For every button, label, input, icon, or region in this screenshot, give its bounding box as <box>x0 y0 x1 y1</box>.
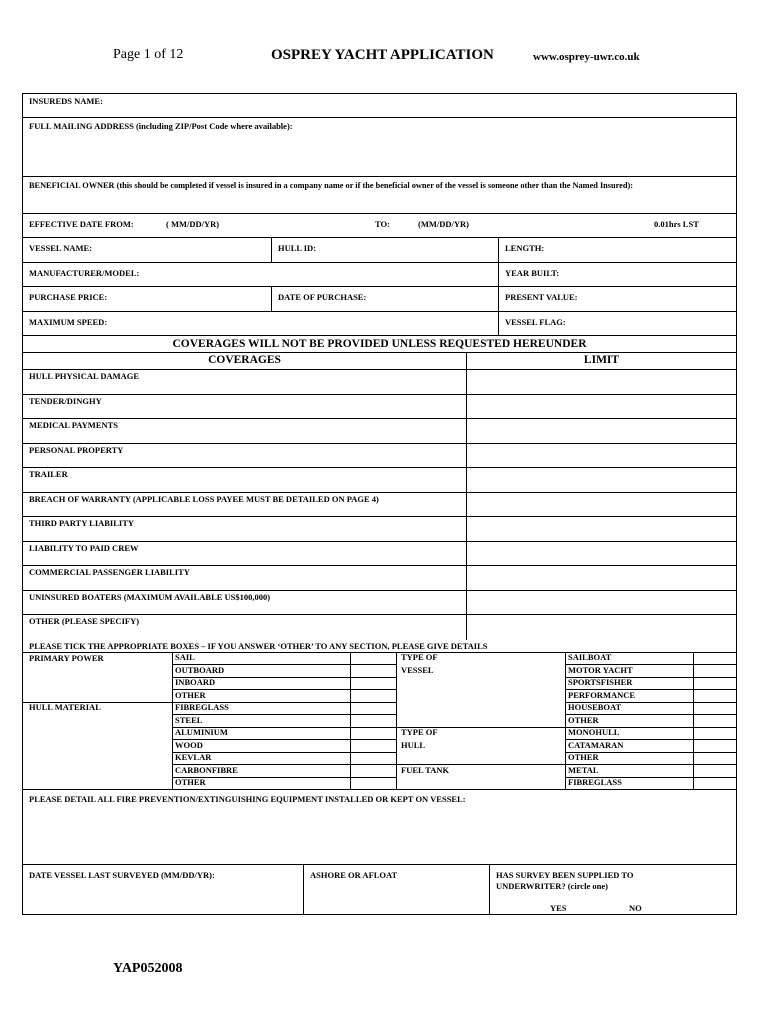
option-label: CARBONFIBRE <box>175 764 238 775</box>
maximum-speed-field[interactable]: MAXIMUM SPEED: <box>29 316 108 327</box>
option-label: CATAMARAN <box>568 739 624 750</box>
present-value-field[interactable]: PRESENT VALUE: <box>498 287 736 311</box>
hull-id-field[interactable]: HULL ID: <box>271 238 498 262</box>
coverage-row <box>23 591 736 616</box>
coverage-row <box>23 444 736 469</box>
insureds-name-row[interactable] <box>23 94 736 118</box>
tick-box[interactable] <box>694 765 736 776</box>
mailing-address-row[interactable] <box>23 118 736 177</box>
beneficial-owner-row[interactable] <box>23 177 736 214</box>
coverage-row <box>23 493 736 518</box>
option-label: INBOARD <box>175 677 216 687</box>
tick-box[interactable] <box>351 678 395 689</box>
page-number: Page 1 of 12 <box>113 47 184 62</box>
grid-line <box>172 702 396 703</box>
to-label: TO: <box>375 219 390 229</box>
tick-box[interactable] <box>694 715 736 726</box>
vessel-flag-field[interactable]: VESSEL FLAG: <box>498 312 736 336</box>
coverages-banner-row <box>23 336 736 353</box>
option-label: OTHER <box>568 752 599 762</box>
coverage-row <box>23 370 736 395</box>
insureds-name-label: INSUREDS NAME: <box>29 96 103 106</box>
coverage-limit-field[interactable] <box>466 542 736 566</box>
option-label: SAIL <box>175 652 195 662</box>
purchase-price-field[interactable]: PURCHASE PRICE: <box>29 292 108 302</box>
tick-box[interactable] <box>694 678 736 689</box>
type-of-hull-label-1: TYPE OF <box>401 727 438 737</box>
survey-supplied-line-1: HAS SURVEY BEEN SUPPLIED TO <box>496 870 634 880</box>
time-note: 0.01hrs LST <box>654 219 699 229</box>
option-label: PERFORMANCE <box>568 689 636 700</box>
grid-line <box>565 764 737 765</box>
coverages-header-row <box>23 353 736 370</box>
coverage-limit-field[interactable] <box>466 419 736 443</box>
coverage-row <box>23 542 736 567</box>
coverage-row <box>23 468 736 493</box>
fire-equipment-row[interactable] <box>23 790 736 865</box>
option-label: OTHER <box>568 714 599 725</box>
coverage-label: TRAILER <box>29 469 68 479</box>
option-label: FIBREGLASS <box>568 777 622 787</box>
grid-line <box>565 777 737 778</box>
manufacturer-row <box>23 263 736 288</box>
grid-line <box>172 689 396 690</box>
tick-instructions: PLEASE TICK THE APPROPRIATE BOXES – IF YOU ANSWER ‘OTHER’ TO ANY SECTION, PLEASE GIVE DETAILS <box>29 640 488 651</box>
from-format-hint: ( MM/DD/YR) <box>166 219 220 229</box>
coverage-label: HULL PHYSICAL DAMAGE <box>29 371 140 381</box>
grid-line <box>565 702 737 703</box>
coverage-limit-field[interactable] <box>466 615 736 640</box>
tick-box[interactable] <box>351 778 395 789</box>
type-of-vessel-label-1: TYPE OF <box>401 652 438 662</box>
length-field[interactable]: LENGTH: <box>498 238 736 262</box>
coverage-label: OTHER (PLEASE SPECIFY) <box>29 616 140 626</box>
primary-power-label: PRIMARY POWER <box>29 652 104 663</box>
grid-line <box>396 764 565 765</box>
grid-line <box>172 727 396 728</box>
grid-line <box>396 727 565 728</box>
grid-line <box>565 727 737 728</box>
option-label: MOTOR YACHT <box>568 664 633 675</box>
grid-line <box>172 764 396 765</box>
tick-box[interactable] <box>351 715 395 726</box>
option-label: OUTBOARD <box>175 664 225 675</box>
grid-line <box>172 739 396 740</box>
tick-box[interactable] <box>694 778 736 789</box>
grid-line <box>565 677 737 678</box>
tick-box[interactable] <box>694 740 736 751</box>
option-label: FIBREGLASS <box>175 702 229 712</box>
year-built-field[interactable]: YEAR BUILT: <box>498 263 736 287</box>
to-format-hint: (MM/DD/YR) <box>418 219 469 229</box>
limit-column-header: LIMIT <box>466 353 736 369</box>
grid-line <box>172 652 173 790</box>
tick-box[interactable] <box>351 665 395 676</box>
coverage-label: THIRD PARTY LIABILITY <box>29 518 135 528</box>
grid-line <box>565 652 566 790</box>
manufacturer-field[interactable]: MANUFACTURER/MODEL: <box>29 267 140 278</box>
option-label: STEEL <box>175 714 203 725</box>
purchase-row <box>23 287 736 312</box>
coverage-limit-field[interactable] <box>466 468 736 492</box>
survey-date-field[interactable]: DATE VESSEL LAST SURVEYED (MM/DD/YR): <box>29 870 215 880</box>
coverage-limit-field[interactable] <box>466 517 736 541</box>
option-label: OTHER <box>175 689 206 700</box>
grid-line <box>23 702 172 703</box>
coverage-row <box>23 615 736 640</box>
coverage-limit-field[interactable] <box>466 493 736 517</box>
grid-line <box>693 652 694 790</box>
coverage-label: MEDICAL PAYMENTS <box>29 420 119 430</box>
tick-box[interactable] <box>694 690 736 701</box>
hull-material-label: HULL MATERIAL <box>29 702 101 712</box>
tick-box[interactable] <box>694 653 736 664</box>
ashore-afloat-field[interactable]: ASHORE OR AFLOAT <box>303 865 489 914</box>
fuel-tank-label: FUEL TANK <box>401 764 450 775</box>
effective-date-row[interactable] <box>23 214 736 238</box>
tick-box[interactable] <box>694 728 736 739</box>
coverage-limit-field[interactable] <box>466 444 736 468</box>
survey-row <box>23 865 736 914</box>
coverage-label: LIABILITY TO PAID CREW <box>29 542 139 553</box>
tick-box[interactable] <box>694 753 736 764</box>
coverage-row <box>23 395 736 420</box>
coverage-row <box>23 419 736 444</box>
coverage-limit-field[interactable] <box>466 395 736 419</box>
grid-line <box>565 664 737 665</box>
no-option[interactable]: NO <box>629 903 642 913</box>
form-title: OSPREY YACHT APPLICATION <box>271 47 494 63</box>
tick-box[interactable] <box>351 753 395 764</box>
grid-line <box>565 689 737 690</box>
vessel-name-row <box>23 238 736 263</box>
option-label: KEVLAR <box>175 752 212 762</box>
tick-box[interactable] <box>351 703 395 714</box>
option-label: WOOD <box>175 739 203 750</box>
tick-box[interactable] <box>351 765 395 776</box>
option-label: SPORTSFISHER <box>568 677 633 687</box>
option-label: ALUMINIUM <box>175 727 228 737</box>
tick-box[interactable] <box>351 728 395 739</box>
option-label: METAL <box>568 764 599 775</box>
coverage-list <box>23 370 736 640</box>
coverages-column-header: COVERAGES <box>208 354 281 366</box>
date-of-purchase-field[interactable]: DATE OF PURCHASE: <box>271 287 498 311</box>
coverage-label: UNINSURED BOATERS (MAXIMUM AVAILABLE US$100,000) <box>29 591 271 602</box>
coverage-limit-field[interactable] <box>466 591 736 615</box>
coverage-row <box>23 566 736 591</box>
website-url: www.osprey-uwr.co.uk <box>533 51 640 63</box>
fire-equipment-label: PLEASE DETAIL ALL FIRE PREVENTION/EXTINGUISHING EQUIPMENT INSTALLED OR KEPT ON VESSEL: <box>29 794 466 804</box>
beneficial-owner-label: BENEFICIAL OWNER (this should be completed if vessel is insured in a company name or if the beneficial owner of the vessel is someone other than the Named Insured): <box>29 181 633 190</box>
coverage-limit-field[interactable] <box>466 566 736 590</box>
type-of-hull-label-2: HULL <box>401 739 426 750</box>
mailing-address-label: FULL MAILING ADDRESS (including ZIP/Post Code where available): <box>29 121 293 131</box>
yes-option[interactable]: YES <box>550 903 567 913</box>
tick-box[interactable] <box>351 690 395 701</box>
tick-box[interactable] <box>694 665 736 676</box>
tick-box[interactable] <box>351 653 395 664</box>
grid-line <box>172 664 396 665</box>
tick-box[interactable] <box>351 740 395 751</box>
coverage-row <box>23 517 736 542</box>
option-label: OTHER <box>175 777 206 787</box>
grid-line <box>172 714 396 715</box>
effective-from-label: EFFECTIVE DATE FROM: <box>29 219 134 229</box>
coverage-label: COMMERCIAL PASSENGER LIABILITY <box>29 567 190 577</box>
grid-line <box>565 714 737 715</box>
option-label: SAILBOAT <box>568 652 612 662</box>
coverage-label: TENDER/DINGHY <box>29 395 102 406</box>
vessel-name-field[interactable]: VESSEL NAME: <box>29 243 93 253</box>
coverage-limit-field[interactable] <box>466 370 736 394</box>
tick-boxes-section <box>23 640 736 791</box>
grid-line <box>172 777 396 778</box>
coverage-label: PERSONAL PROPERTY <box>29 444 124 455</box>
grid-line <box>172 677 396 678</box>
option-label: HOUSEBOAT <box>568 702 622 712</box>
speed-row <box>23 312 736 337</box>
type-of-vessel-label-2: VESSEL <box>401 664 434 675</box>
option-label: MONOHULL <box>568 727 620 737</box>
coverages-banner: COVERAGES WILL NOT BE PROVIDED UNLESS REQUESTED HEREUNDER <box>172 338 587 350</box>
application-form <box>22 93 737 915</box>
grid-line <box>172 752 396 753</box>
survey-supplied-field[interactable] <box>489 865 736 914</box>
form-code: YAP052008 <box>113 961 183 976</box>
grid-line <box>396 652 397 790</box>
grid-line <box>350 652 351 790</box>
survey-supplied-line-2: UNDERWRITER? (circle one) <box>496 881 608 891</box>
grid-line <box>565 752 737 753</box>
coverage-label: BREACH OF WARRANTY (APPLICABLE LOSS PAYEE MUST BE DETAILED ON PAGE 4) <box>29 493 379 504</box>
tick-box[interactable] <box>694 703 736 714</box>
grid-line <box>565 739 737 740</box>
